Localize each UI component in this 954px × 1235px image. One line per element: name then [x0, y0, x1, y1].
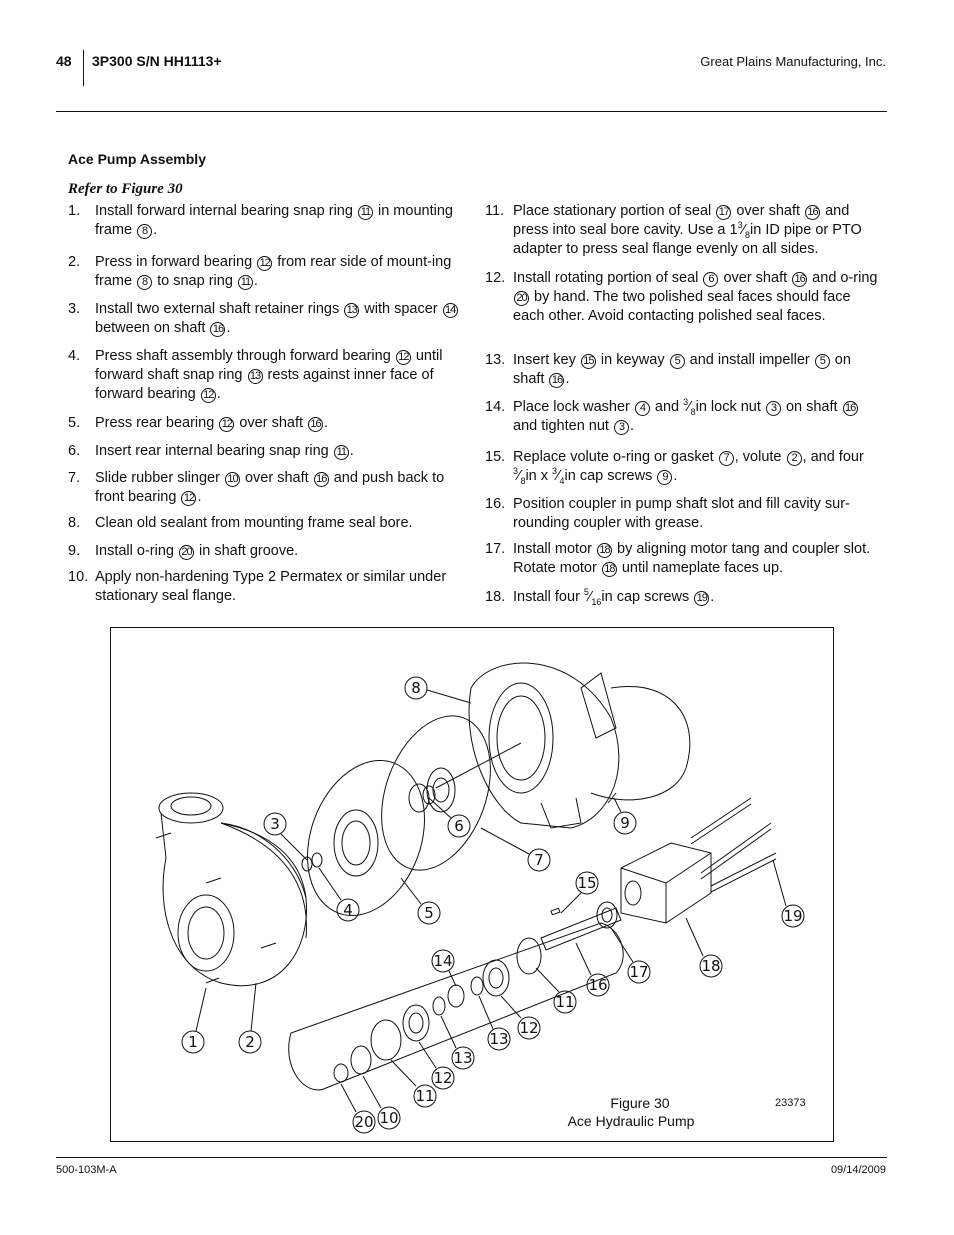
svg-text:6: 6 [454, 817, 464, 835]
refer-note: Refer to Figure 30 [68, 181, 183, 197]
step-text: Press rear bearing 12 over shaft 16 . [95, 415, 329, 431]
figure-id: 23373 [775, 1097, 806, 1109]
callout-17 [611, 928, 650, 983]
header-rule [56, 111, 887, 112]
footer-date: 09/14/2009 [830, 1164, 886, 1176]
svg-text:20: 20 [354, 1113, 374, 1131]
impeller-drawing [287, 744, 445, 932]
callout-16 [576, 943, 609, 996]
step-text: Slide rubber slinger 10 over shaft 16 and push back to front bearing 12 . [95, 470, 445, 505]
step-text: Insert key 15 in keyway 5 and install impeller 5 on shaft 16 . [513, 352, 851, 387]
mounting-frame-drawing [469, 663, 690, 828]
step-text: Apply non-hardening Type 2 Permatex or similar under stationary seal flange. [95, 569, 447, 604]
step-number: 13. [485, 352, 506, 368]
step-number: 2. [68, 254, 81, 270]
header-page-number: 48 [56, 53, 72, 69]
svg-text:2: 2 [245, 1033, 255, 1051]
step-number: 1. [68, 203, 81, 219]
header-divider [83, 50, 84, 86]
svg-text:19: 19 [783, 907, 803, 925]
step-number: 4. [68, 348, 81, 364]
callout-1 [182, 988, 206, 1053]
svg-text:8: 8 [411, 679, 421, 697]
svg-text:12: 12 [519, 1019, 539, 1037]
callout-9 [614, 798, 636, 834]
svg-text:16: 16 [588, 976, 608, 994]
step-text: Replace volute o-ring or gasket 7 , volute 2 , and four $^3⁄_8in$ x $^3⁄_4in$ cap screws 9 . [513, 449, 864, 486]
step-number: 7. [68, 470, 81, 486]
step-text: Place lock washer 4 and $^3⁄_8in$ lock nut 3 on shaft 16 and tighten nut 3 . [513, 398, 883, 436]
svg-text:11: 11 [555, 993, 575, 1011]
svg-text:13: 13 [453, 1049, 473, 1067]
callout-20 [341, 1084, 375, 1133]
step-text: Install two external shaft retainer rings 13 with spacer 14 between on shaft 16 . [95, 300, 465, 338]
step-number: 8. [68, 515, 81, 531]
svg-text:4: 4 [343, 901, 353, 919]
step-number: 18. [485, 589, 506, 605]
step-number: 5. [68, 415, 81, 431]
footer-doc-number: 500-103M-A [56, 1164, 117, 1176]
svg-text:3: 3 [270, 815, 280, 833]
figure-caption: Ace Hydraulic Pump [567, 1113, 695, 1129]
step-text: Install four $^5⁄_{16}in$ cap screws 19 . [513, 587, 715, 607]
figure-title: Figure 30 [610, 1095, 670, 1111]
section-title: Ace Pump Assembly [68, 151, 206, 167]
callout-19 [773, 860, 804, 927]
callout-2 [239, 983, 261, 1053]
step-number: 10. [68, 569, 89, 585]
callout-6 [429, 798, 470, 837]
step-number: 9. [68, 543, 81, 559]
svg-text:5: 5 [424, 904, 434, 922]
header-company: Great Plains Manufacturing, Inc. [700, 54, 886, 69]
step-text: Clean old sealant from mounting frame seal bore. [95, 515, 413, 531]
pump-exploded-diagram [111, 628, 833, 1141]
step-text: Press in forward bearing 12 from rear side of mount-ing frame 8 to snap ring 11 . [95, 254, 452, 289]
svg-text:14: 14 [433, 952, 453, 970]
step-number: 11. [485, 203, 505, 219]
volute-drawing [159, 793, 307, 986]
footer-rule [56, 1157, 887, 1158]
motor-drawing [621, 843, 711, 923]
step-text: Place stationary portion of seal 17 over shaft 16 and press into seal bore cavity. Use a $1^3⁄_8in$ ID pipe or PTO adapter to press seal flange evenly on all sides. [513, 203, 862, 257]
header-model: 3P300 S/N HH1113+ [92, 53, 222, 69]
svg-text:10: 10 [379, 1109, 399, 1127]
callout-13b [441, 1016, 474, 1069]
svg-text:15: 15 [577, 874, 597, 892]
svg-text:18: 18 [701, 957, 721, 975]
callout-5 [401, 878, 440, 924]
step-text: Insert rear internal bearing snap ring 11 . [95, 443, 354, 459]
callout-7 [481, 828, 550, 871]
bolts-drawing [156, 793, 776, 983]
step-text: Install o-ring 20 in shaft groove. [95, 543, 299, 559]
callout-15 [561, 872, 598, 913]
step-text: Position coupler in pump shaft slot and fill cavity sur-rounding coupler with grease. [513, 496, 850, 531]
step-number: 12. [485, 270, 506, 286]
step-number: 15. [485, 449, 506, 465]
step-number: 17. [485, 541, 506, 557]
svg-text:11: 11 [415, 1087, 435, 1105]
svg-text:12: 12 [433, 1069, 453, 1087]
callout-13a [479, 996, 510, 1050]
callout-11b [391, 1060, 436, 1107]
step-number: 3. [68, 301, 81, 317]
callout-8 [405, 677, 471, 703]
callout-18 [686, 918, 722, 977]
step-text: Press shaft assembly through forward bearing 12 until forward shaft snap ring 13 rests against inner face of forward bearing 12 . [95, 348, 443, 402]
svg-text:7: 7 [534, 851, 544, 869]
svg-text:13: 13 [489, 1030, 509, 1048]
step-number: 16. [485, 496, 506, 512]
callout-11a [536, 968, 576, 1013]
figure-30-box [110, 627, 834, 1142]
step-number: 6. [68, 443, 81, 459]
step-text: Install motor 18 by aligning motor tang and coupler slot. Rotate motor 18 until nameplate faces up. [513, 541, 871, 576]
callout-14 [432, 950, 456, 986]
step-text: Install rotating portion of seal 6 over shaft 16 and o-ring 20 by hand. The two polished seal faces should face each other. Avoid contacting polished seal faces. [513, 270, 878, 324]
step-text: Install forward internal bearing snap ring 11 in mounting frame 8 . [95, 203, 453, 238]
callouts [182, 677, 804, 1133]
svg-text:9: 9 [620, 814, 630, 832]
svg-text:17: 17 [629, 963, 649, 981]
svg-text:1: 1 [188, 1033, 198, 1051]
step-number: 14. [485, 399, 506, 415]
callout-3 [264, 813, 307, 860]
